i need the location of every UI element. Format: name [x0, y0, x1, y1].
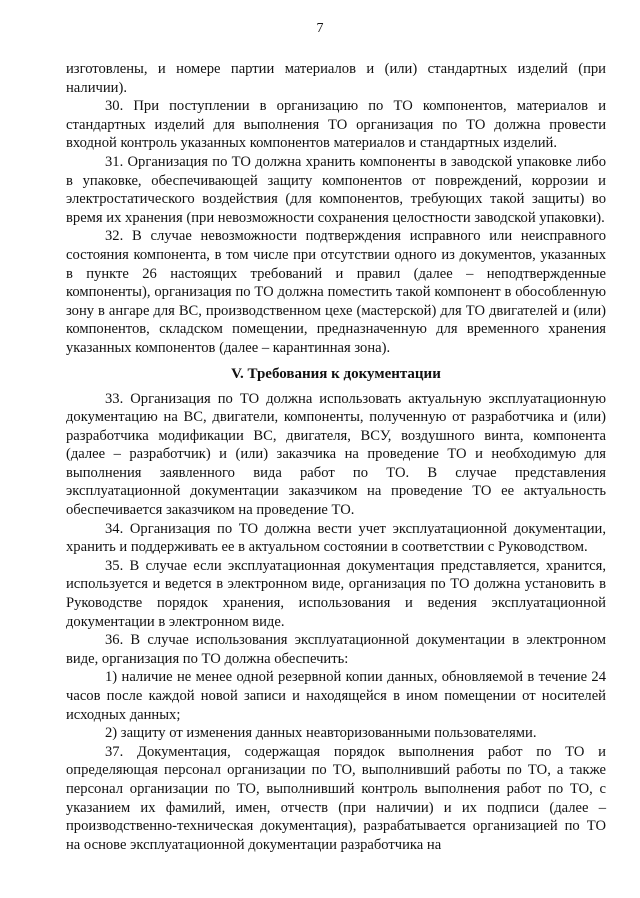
paragraph: 1) наличие не менее одной резервной копии данных, обновляемой в течение 24 часов после каждой новой записи и находящейся в ином помещении от носителей исходных данных; — [66, 669, 606, 723]
paragraph: 35. В случае если эксплуатационная документация представляется, хранится, используется и ведется в электронном виде, организация по ТО должна установить в Руководстве порядок хранения, использования и ведения эксплуатационной документации в электронном виде. — [66, 557, 606, 630]
paragraph: 37. Документация, содержащая порядок выполнения работ по ТО и определяющая персонал организации по ТО, выполнивший работы по ТО, а также персонал организации по ТО, выполнивший контроль выполнения работ по ТО, с указанием их фамилий, имен, отчеств (при наличии) и их подписи (далее – производственно-техническая документация), разрабатывается организацией по ТО на основе эксплуатационной документации разработчика на — [66, 743, 606, 853]
page-number: 7 — [316, 21, 324, 36]
document-body — [66, 60, 606, 854]
paragraph: 2) защиту от изменения данных неавторизованными пользователями. — [105, 725, 537, 742]
paragraph: 34. Организация по ТО должна вести учет эксплуатационной документации, хранить и поддерживать ее в актуальном состоянии в соответствии с Руководством. — [66, 520, 606, 556]
paragraph: 30. При поступлении в организацию по ТО компонентов, материалов и стандартных изделий для выполнения ТО организация по ТО должна провести входной контроль указанных компонентов материалов и стандартных изделий. — [66, 98, 606, 152]
paragraph: 36. В случае использования эксплуатационной документации в электронном виде, организация по ТО должна обеспечить: — [66, 632, 606, 667]
paragraph: 33. Организация по ТО должна использовать актуальную эксплуатационную документацию на ВС, двигатели, компоненты, полученную от разработчика и (или) разработчика модификации ВС, двигателя, ВСУ, воздушного винта, компонента (далее – разработчик) и (или) заказчика на проведение ТО и необходимую для выполнения заявленного вида работ по ТО. В случае представления эксплуатационной документации заказчиком на проведение ТО ее актуальность обеспечивается заказчиком на проведение ТО. — [66, 390, 606, 519]
paragraph: 32. В случае невозможности подтверждения исправного или неисправного состояния компонента, в том числе при отсутствии одного из документов, указанных в пункте 26 настоящих требований и правил (далее – неподтвержденные компоненты), организация по ТО должна поместить такой компонент в обособленную зону в ангаре для ВС, производственном цехе (мастерской) для ТО двигателей и (или) компонентов, складском помещении, предназначенную для временного хранения указанных компонентов (далее – карантинная зона). — [66, 228, 606, 356]
paragraphs-top — [66, 60, 606, 358]
paragraph: 31. Организация по ТО должна хранить компоненты в заводской упаковке либо в упаковке, обеспечивающей защиту компонентов от повреждений, коррозии и электростатического воздействия (для компонентов, требующих такой защиты) во время их хранения (при невозможности сохранения целостности заводской упаковки). — [66, 153, 606, 226]
paragraphs-bottom — [66, 390, 606, 855]
paragraph: изготовлены, и номере партии материалов и (или) стандартных изделий (при наличии). — [66, 61, 606, 96]
section-heading: V. Требования к документации — [231, 365, 441, 382]
